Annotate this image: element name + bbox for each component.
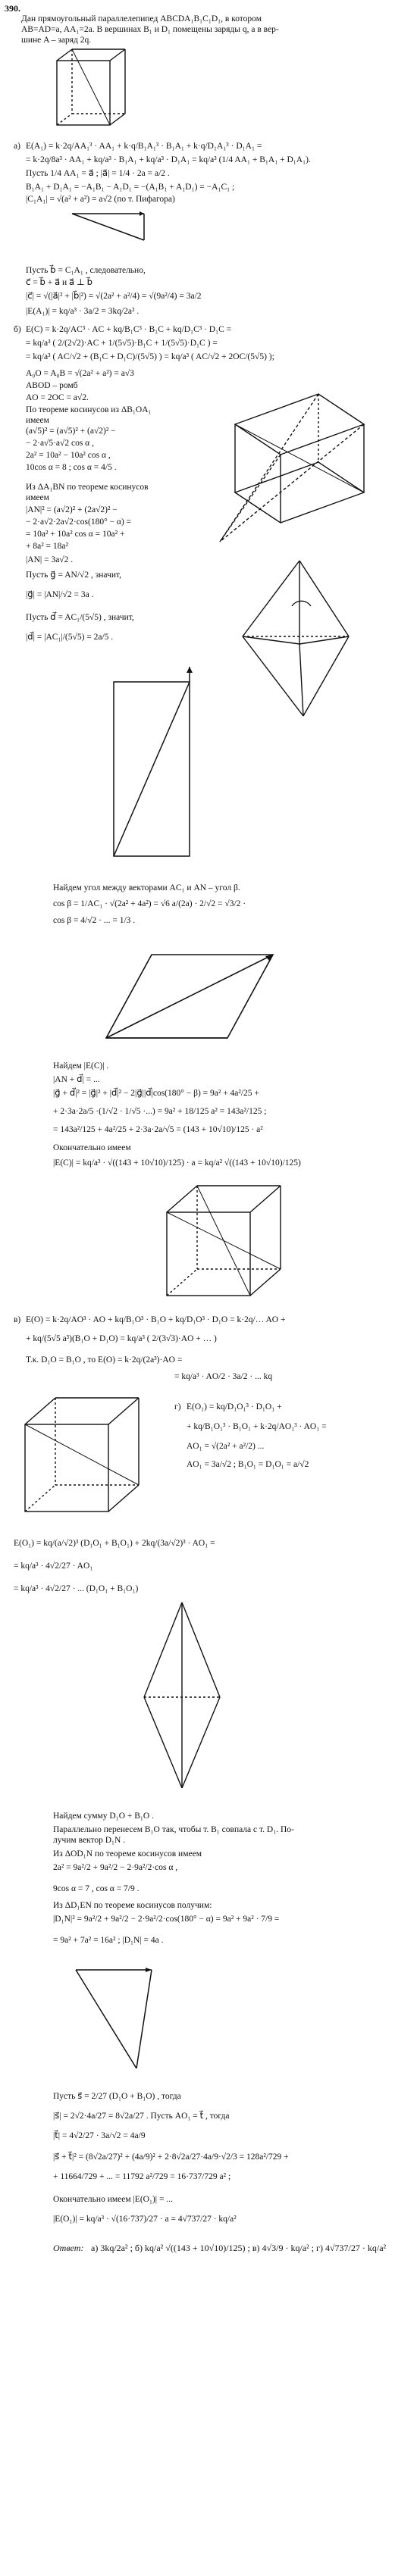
part-b-formula: E(C) = k·2q/AC³ · AC + kq/B₁C³ · B₁C + kq/D₁C³ · D₁C = [26,325,232,334]
equation-line: 2a² = 10a² − 10a² cos α , [26,451,111,460]
cube-figure-2 [14,1394,150,1523]
st-equation: + 11664/729 + ... = 11792 a²/729 = 16·737/729 a² ; [53,2172,231,2181]
rectangle-section-figure [99,667,205,871]
kq-line: = kq/a³ · AO/2 · 3a/2 · ... kq [174,1372,273,1381]
from-abn-line: Из ΔA₁BN по теореме косинусов [26,483,149,492]
let-d-line: Пусть d⃗ = AC₁/(5√5) , значит, [26,613,134,622]
part-b-formula: = kq/a³ ( AC/√2 + (B₁C + D₁C)/(5√5) ) = kq/a³ ( AC/√2 + 2OC/(5√5) ); [26,352,274,361]
problem-statement-line: шине A – заряд 2q. [21,36,92,45]
problem-number: 390. [5,3,20,14]
cos-theorem-line: имеем [26,416,49,425]
g-abs: |g⃗| = |AN|/√2 = 3a . [26,590,94,599]
part-v-formula: + kq/(5√5 a³)(B₁O + D₁O) = kq/a³ ( 2/(3√3)·AO + … ) [26,1334,217,1343]
parallelepiped-figure-2 [205,371,394,546]
part-v-formula: E(O) = k·2q/AO³ · AO + kq/B₁O³ · B₁O + kq/D₁O³ · D₁O = k·2q/… AO + [26,1315,286,1324]
an-abs: |AN| = 3a√2 . [26,555,74,564]
part-v-label: в) [14,1315,21,1324]
let-s-line: Пусть s⃗ = 2/27 (D₁O + B₁O) , тогда [53,2092,181,2101]
cube-figure [152,1182,288,1303]
e-equation: = 143a²/125 + 4a²/25 + 2·3a·2a/√5 = (143 + 10√10)/125 · a² [53,1125,263,1134]
part-a-formula: E(A₁) = k·2q/AA₁³ · AA₁ + k·q/B₁A₁³ · B₁A₁ + k·q/D₁A₁³ · D₁A₁ = [26,142,262,151]
ea1-abs-line: |E(A₁)| = kq/a³ · 3a/2 = 3kq/2a² . [26,307,140,316]
don-equation: 9cos α = 7 , cos α = 7/9 . [53,1884,140,1893]
final-c-formula: |E(C)| = kq/a³ · √((143 + 10√10)/125) · a = kq/a² √((143 + 10√10)/125) [53,1158,301,1168]
vector-triangle-diagram [68,206,152,259]
sum-line: c⃗ = b⃗ + a⃗ и a⃗ ⊥ b⃗ [26,278,92,287]
part-b-label: б) [14,325,21,334]
final-c-intro: Окончательно имеем [53,1143,131,1152]
tk-line: Т.к. D₁O = B₁O , то E(O) = k·2q/(2a³)·AO = [26,1355,183,1365]
cos-beta-line: cos β = 4/√2 · ... = 1/3 . [53,916,136,925]
problem-statement-line: Дан прямоугольный параллелепипед ABCDA₁B₁C₁D₁, в котором [21,14,262,23]
part-g-formula: AO₁ = 3a/√2 ; B₁O₁ = D₁O₁ = a/√2 [187,1460,309,1469]
an-equation: = 10a² + 10a² cos α = 10a² + [26,530,125,539]
part-g-formula: E(O₁) = kq/D₁O₁³ · D₁O₁ + [187,1402,282,1411]
from-d1an-line: Из ΔD₁EN по теореме косинусов получим: [53,1901,212,1910]
answer-text: а) 3kq/2a² ; б) kq/a² √((143 + 10√10)/125) ; в) 4√3/9 · kq/a² ; г) 4√737/27 · kq/a² [91,2243,387,2253]
st-equation: |s⃗ + t⃗|² = (8√2a/27)² + (4a/9)² + 2·8√2a/27·4a/9·√2/3 = 128a²/729 + [53,2152,289,2162]
part-b-formula: = kq/a³ ( 2/(2√2)·AC + 1/(5√5)·B₁C + 1/(5√5)·D₁C ) = [26,339,218,348]
cos-theorem-line: По теореме косинусов из ΔB₁OA₁ [26,405,152,414]
final-eo1: |E(O₁)| = kq/a³ · √(16·737)/27 · a = 4√737/27 · kq/a² [53,2215,237,2224]
part-g-label: г) [174,1402,181,1411]
an-equation: + 8a² = 18a² [26,542,68,551]
bipyramid-figure [227,553,364,727]
an-equation: − 2·a√2·2a√2·cos(180° − α) = [26,517,132,527]
from-abn-line: имеем [26,493,49,502]
final-intro: Окончательно имеем |E(O₁)| = ... [53,2195,173,2204]
ao-eq-line: AO = 2OC = a√2. [26,393,89,402]
e-equation: + 2·3a·2a/5 ·(1/√2 · 1/√5 ·...) = 9a² + 18/125 a² = 143a²/125 ; [53,1107,267,1116]
parallelepiped-figure-1 [49,45,133,136]
ao-line: A₀O = A₀B = √(2a² + a²) = a√3 [26,369,134,378]
equation-line: 10cos α = 8 ; cos α = 4/5 . [26,463,117,472]
let-g-line: Пусть g⃗ = AN/√2 , значит, [26,571,122,580]
problem-statement-line: AB=AD=a, AA₁=2a. В вершинах B₁ и D₁ помещены заряды q, а в вер- [21,25,279,34]
parallel-line: Параллельно перенесем B₁O так, чтобы т. B₁ совпала с т. D₁. По- [53,1825,294,1834]
d-abs: |d⃗| = |AC₁|/(5√5) = 2a/5 . [26,633,114,642]
eo1-formula: = kq/a³ · 4√2/27 · ... (D₁O₁ + B₁O₁) [14,1584,139,1593]
part-a-formula: B₁A₁ + D₁A₁ = −A₁B₁ − A₁D₁ = −(A₁B₁ + A₁D₁) = −A₁C₁ ; [26,183,235,192]
eo1-formula: = kq/a³ · 4√2/27 · AO₁ [14,1562,93,1571]
vector-triangle-figure [68,1962,174,2076]
d1an-equation: |D₁N|² = 9a²/2 + 9a²/2 − 2·9a²/2·cos(180° − α) = 9a² + 9a² · 7/9 = [53,1915,280,1924]
ea-line: |AN + d⃗| = ... [53,1075,100,1084]
cos-beta-line: cos β = 1/AC₁ · √(2a² + 4a²) = √6 a/(2a) · 2/√2 = √3/2 · [53,899,246,908]
part-a-label: а) [14,142,20,151]
find-sum-line: Найдем сумму D₁O + B₁O . [53,1812,154,1821]
e-equation: |g⃗ + d⃗|² = |g⃗|² + |d⃗|² − 2|g⃗||d⃗|cos(180° − β) = 9a² + 4a²/25 + [53,1089,259,1098]
s-abs: |s⃗| = 2√2·4a/27 = 8√2a/27 . Пусть AO₁ = t⃗ , тогда [53,2112,230,2121]
t-abs: |t⃗| = 4√2/27 · 3a/√2 = 4a/9 [53,2131,146,2140]
vector-parallelogram-figure [99,947,288,1046]
kite-figure [136,1599,243,1796]
angle-line: Найдем угол между векторами AC₁ и AN – угол β. [53,883,240,893]
parallel-line: лучим вектор D₁N . [53,1836,126,1845]
answer-label: Ответ: [53,2243,84,2253]
part-g-formula: AO₁ = √(2a² + a²/2) ... [187,1442,265,1451]
c-abs-line: |c⃗| = √(|a⃗|² + |b⃗|²) = √(2a² + a²/4) = √(9a²/4) = 3a/2 [26,292,202,301]
don-equation: 2a² = 9a²/2 + 9a²/2 − 2·9a²/2·cos α , [53,1863,178,1872]
part-g-formula: + kq/B₁O₁³ · B₁O₁ + k·2q/AO₁³ · AO₁ = [187,1422,327,1431]
part-a-formula: |C₁A₁| = √(a² + a²) = a√2 (по т. Пифагора) [26,195,175,204]
an-equation: |AN|² = (a√2)² + (2a√2)² − [26,505,118,514]
d1an-equation: = 9a² + 7a² = 16a² ; |D₁N| = 4a . [53,1936,164,1945]
rhomb-line: ABOD – ромб [26,381,78,390]
part-a-formula: = k·2q/8a³ · AA₁ + kq/a³ · B₁A₁ + kq/a³ · D₁A₁ = kq/a³ (1/4 AA₁ + B₁A₁ + D₁A₁). [26,155,311,164]
equation-line: (a√5)² = (a√5)² + (a√2)² − [26,427,116,436]
part-a-formula: Пусть 1/4 AA₁ = a⃗ ; |a⃗| = 1/4 · 2a = a/2 . [26,169,170,178]
find-e-line: Найдем |E(C)| . [53,1061,109,1071]
from-don-line: Из ΔOD₁N по теореме косинусов имеем [53,1849,202,1859]
equation-line: − 2·a√5·a√2 cos α , [26,439,94,448]
let-line: Пусть b⃗ = C₁A₁ , следовательно, [26,266,146,275]
eo1-formula: E(O₁) = kq/(a/√2)³ (D₁O₁ + B₁O₁) + 2kq/(3a/√2)³ · AO₁ = [14,1539,215,1548]
